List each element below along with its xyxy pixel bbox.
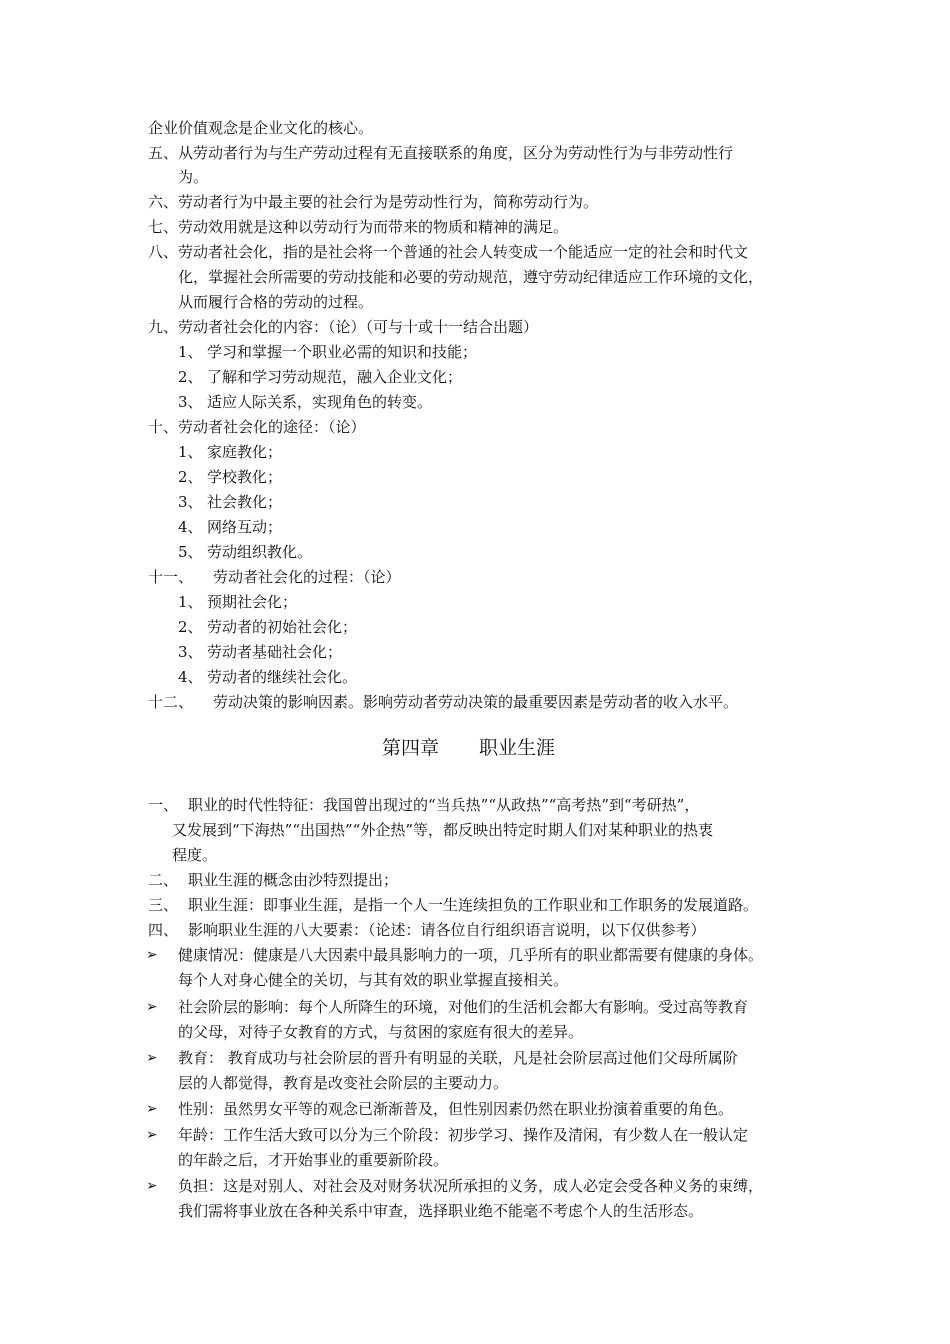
item-text: 劳动者社会化的内容：（论）（可与十或十一结合出题） [178, 318, 539, 336]
chapter-name: 职业生涯 [479, 737, 556, 759]
bullet-text: 健康情况：健康是八大因素中最具影响力的一项，几乎所有的职业都需要有健康的身体。 [178, 946, 764, 964]
item-text: 又发展到“下海热”“出国热”“外企热”等，都反映出特定时期人们对某种职业的热衷 [172, 821, 714, 839]
subitem-text: 了解和学习劳动规范，融入企业文化； [207, 368, 463, 386]
item-marker: 五、 [148, 144, 179, 162]
arrow-bullet-icon: ➢ [146, 1050, 158, 1066]
subitem-marker: 3、 [178, 493, 203, 511]
subitem-marker: 1、 [178, 343, 203, 361]
item-text: 职业生涯：即事业生涯，是指一个人一生连续担负的工作职业和工作职务的发展道路。 [188, 896, 759, 914]
item-text: 劳动决策的影响因素。影响劳动者劳动决策的最重要因素是劳动者的收入水平。 [213, 693, 739, 711]
subitem-marker: 2、 [178, 618, 203, 636]
subitem-text: 预期社会化； [207, 593, 298, 611]
item-text: 影响职业生涯的八大要素：（论述：请各位自行组织语言说明，以下仅供参考） [188, 921, 706, 939]
bullet-text: 我们需将事业放在各种关系中审查，选择职业绝不能毫不考虑个人的生活形态。 [178, 1202, 704, 1220]
chapter-title [382, 733, 555, 763]
item-marker: 一、 [148, 796, 179, 814]
item-text: 从劳动者行为与生产劳动过程有无直接联系的角度，区分为劳动性行为与非劳动性行 [178, 144, 734, 162]
subitem-marker: 1、 [178, 593, 203, 611]
bullet-text: 的年龄之后，才开始事业的重要新阶段。 [178, 1151, 449, 1169]
bullet-text: 负担：这是对别人、对社会及对财务状况所承担的义务，成人必定会受各种义务的束缚， [178, 1177, 764, 1195]
bullet-text: 社会阶层的影响：每个人所降生的环境，对他们的生活机会都大有影响。受过高等教育 [178, 998, 749, 1016]
subitem-text: 适应人际关系，实现角色的转变。 [207, 393, 433, 411]
subitem-text: 学校教化； [207, 468, 283, 486]
subitem-marker: 4、 [178, 518, 203, 536]
item-marker: 二、 [148, 871, 179, 889]
subitem-marker: 4、 [178, 668, 203, 686]
subitem-text: 劳动者基础社会化； [207, 643, 343, 661]
item-text: 从而履行合格的劳动的过程。 [178, 293, 374, 311]
subitem-marker: 2、 [178, 468, 203, 486]
item-marker: 四、 [148, 921, 179, 939]
subitem-text: 家庭教化； [207, 443, 283, 461]
arrow-bullet-icon: ➢ [146, 1178, 158, 1194]
subitem-text: 劳动者的继续社会化。 [207, 668, 358, 686]
bullet-text: 层的人都觉得，教育是改变社会阶层的主要动力。 [178, 1074, 509, 1092]
item-text: 程度。 [172, 846, 218, 864]
item-text: 劳动者社会化的途径：（论） [178, 418, 366, 436]
bullet-text: 年龄：工作生活大致可以分为三个阶段：初步学习、操作及清闲，有少数人在一般认定 [178, 1126, 749, 1144]
subitem-text: 学习和掌握一个职业必需的知识和技能； [207, 343, 478, 361]
subitem-marker: 2、 [178, 368, 203, 386]
item-text: 劳动者行为中最主要的社会行为是劳动性行为，简称劳动行为。 [178, 193, 599, 211]
item-text: 职业的时代性特征：我国曾出现过的“当兵热”“从政热”“高考热”到“考研热”， [188, 796, 700, 814]
item-text: 劳动效用就是这种以劳动行为而带来的物质和精神的满足。 [178, 218, 569, 236]
item-marker: 七、 [148, 218, 179, 236]
item-marker: 八、 [148, 243, 179, 261]
item-marker: 六、 [148, 193, 179, 211]
paragraph-line: 企业价值观念是企业文化的核心。 [148, 119, 374, 137]
item-text: 劳动者社会化的过程：（论） [213, 568, 401, 586]
item-marker: 十一、 [148, 568, 194, 586]
subitem-text: 劳动者的初始社会化； [207, 618, 358, 636]
bullet-text: 教育： 教育成功与社会阶层的晋升有明显的关联，凡是社会阶层高过他们父母所属阶 [178, 1049, 738, 1067]
item-marker: 十二、 [148, 693, 194, 711]
item-marker: 十、 [148, 418, 179, 436]
item-marker: 三、 [148, 896, 179, 914]
item-text: 劳动者社会化，指的是社会将一个普通的社会人转变成一个能适应一定的社会和时代文 [178, 243, 749, 261]
bullet-text: 的父母，对待子女教育的方式，与贫困的家庭有很大的差异。 [178, 1023, 584, 1041]
item-text: 为。 [178, 168, 209, 186]
arrow-bullet-icon: ➢ [146, 1101, 158, 1117]
arrow-bullet-icon: ➢ [146, 1127, 158, 1143]
subitem-marker: 3、 [178, 643, 203, 661]
subitem-text: 网络互动； [207, 518, 283, 536]
chapter-number: 第四章 [382, 737, 440, 759]
item-text: 职业生涯的概念由沙特烈提出； [188, 871, 399, 889]
bullet-text: 性别：虽然男女平等的观念已渐渐普及，但性别因素仍然在职业扮演着重要的角色。 [178, 1100, 734, 1118]
subitem-marker: 1、 [178, 443, 203, 461]
subitem-text: 劳动组织教化。 [207, 543, 313, 561]
subitem-marker: 5、 [178, 543, 203, 561]
arrow-bullet-icon: ➢ [146, 947, 158, 963]
subitem-marker: 3、 [178, 393, 203, 411]
arrow-bullet-icon: ➢ [146, 999, 158, 1015]
item-marker: 九、 [148, 318, 179, 336]
bullet-text: 每个人对身心健全的关切，与其有效的职业掌握直接相关。 [178, 971, 569, 989]
item-text: 化，掌握社会所需要的劳动技能和必要的劳动规范，遵守劳动纪律适应工作环境的文化， [178, 268, 764, 286]
subitem-text: 社会教化； [207, 493, 283, 511]
